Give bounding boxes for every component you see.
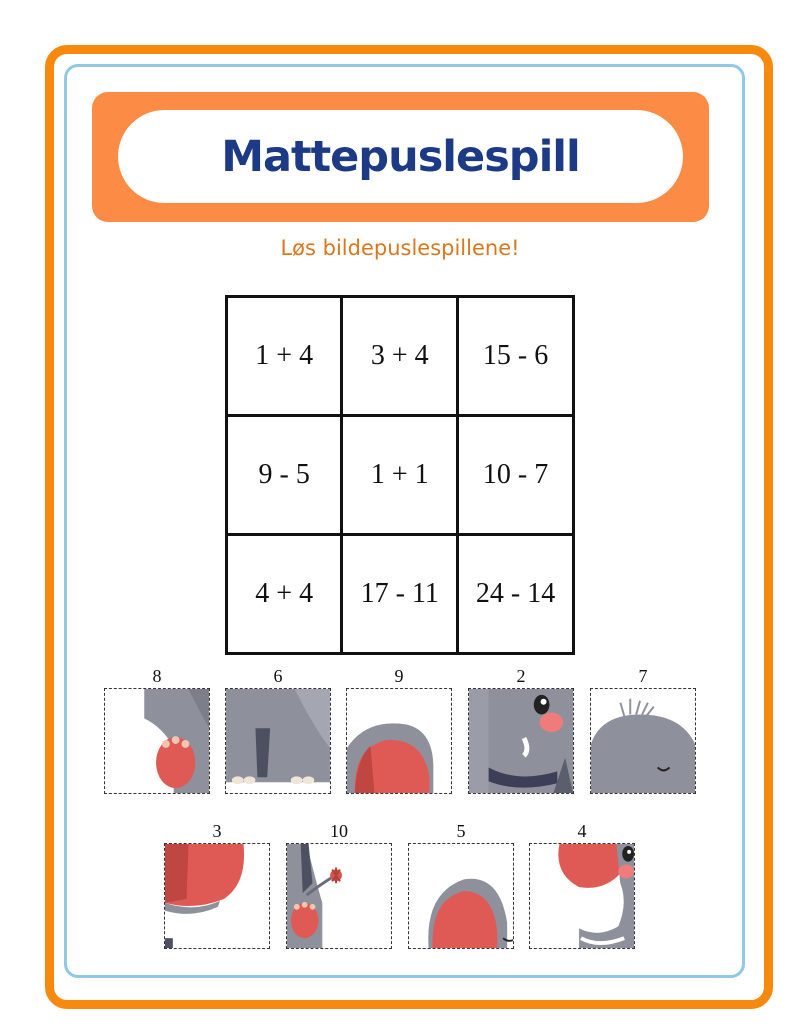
grid-cell: 4 + 4 [227,535,342,654]
elephant-foot-image [165,844,269,948]
elephant-foot-image [105,689,209,793]
piece-number: 5 [456,821,466,841]
grid-cell: 1 + 1 [342,416,458,535]
grid-row [227,297,574,416]
piece-image [590,688,696,794]
grid-row [227,535,574,654]
elephant-body-image [226,689,330,793]
piece-image [104,688,210,794]
piece-image [286,843,392,949]
grid-cell: 10 - 7 [458,416,574,535]
page-title: Mattepuslespill [221,131,580,182]
grid-cell: 3 + 4 [342,297,458,416]
piece-image [346,688,452,794]
elephant-tail-image [287,844,391,948]
puzzle-piece[interactable] [286,821,392,949]
puzzle-piece[interactable] [104,666,210,794]
piece-number: 8 [152,666,162,686]
puzzle-piece[interactable] [468,666,574,794]
piece-image [164,843,270,949]
elephant-foot-image [409,844,513,948]
page-subtitle: Løs bildepuslespillene! [280,236,520,260]
piece-number: 9 [394,666,404,686]
piece-number: 3 [212,821,222,841]
grid-row [227,416,574,535]
piece-number: 6 [273,666,283,686]
grid-cell: 1 + 4 [227,297,342,416]
puzzle-piece[interactable] [529,821,635,949]
puzzle-piece[interactable] [590,666,696,794]
puzzle-piece[interactable] [408,821,514,949]
piece-image [408,843,514,949]
piece-image [468,688,574,794]
grid-cell: 9 - 5 [227,416,342,535]
elephant-face-image [469,689,573,793]
piece-image [529,843,635,949]
title-pill [118,110,683,203]
puzzle-piece[interactable] [164,821,270,949]
grid-cell: 15 - 6 [458,297,574,416]
grid-cell: 17 - 11 [342,535,458,654]
math-grid [225,295,575,655]
elephant-foot-image [347,689,451,793]
piece-number: 2 [516,666,526,686]
elephant-head-image [591,689,695,793]
puzzle-piece[interactable] [346,666,452,794]
piece-number: 10 [330,821,348,841]
piece-image [225,688,331,794]
piece-number: 4 [577,821,587,841]
elephant-trunk-image [530,844,634,948]
puzzle-piece[interactable] [225,666,331,794]
piece-number: 7 [638,666,648,686]
grid-cell: 24 - 14 [458,535,574,654]
